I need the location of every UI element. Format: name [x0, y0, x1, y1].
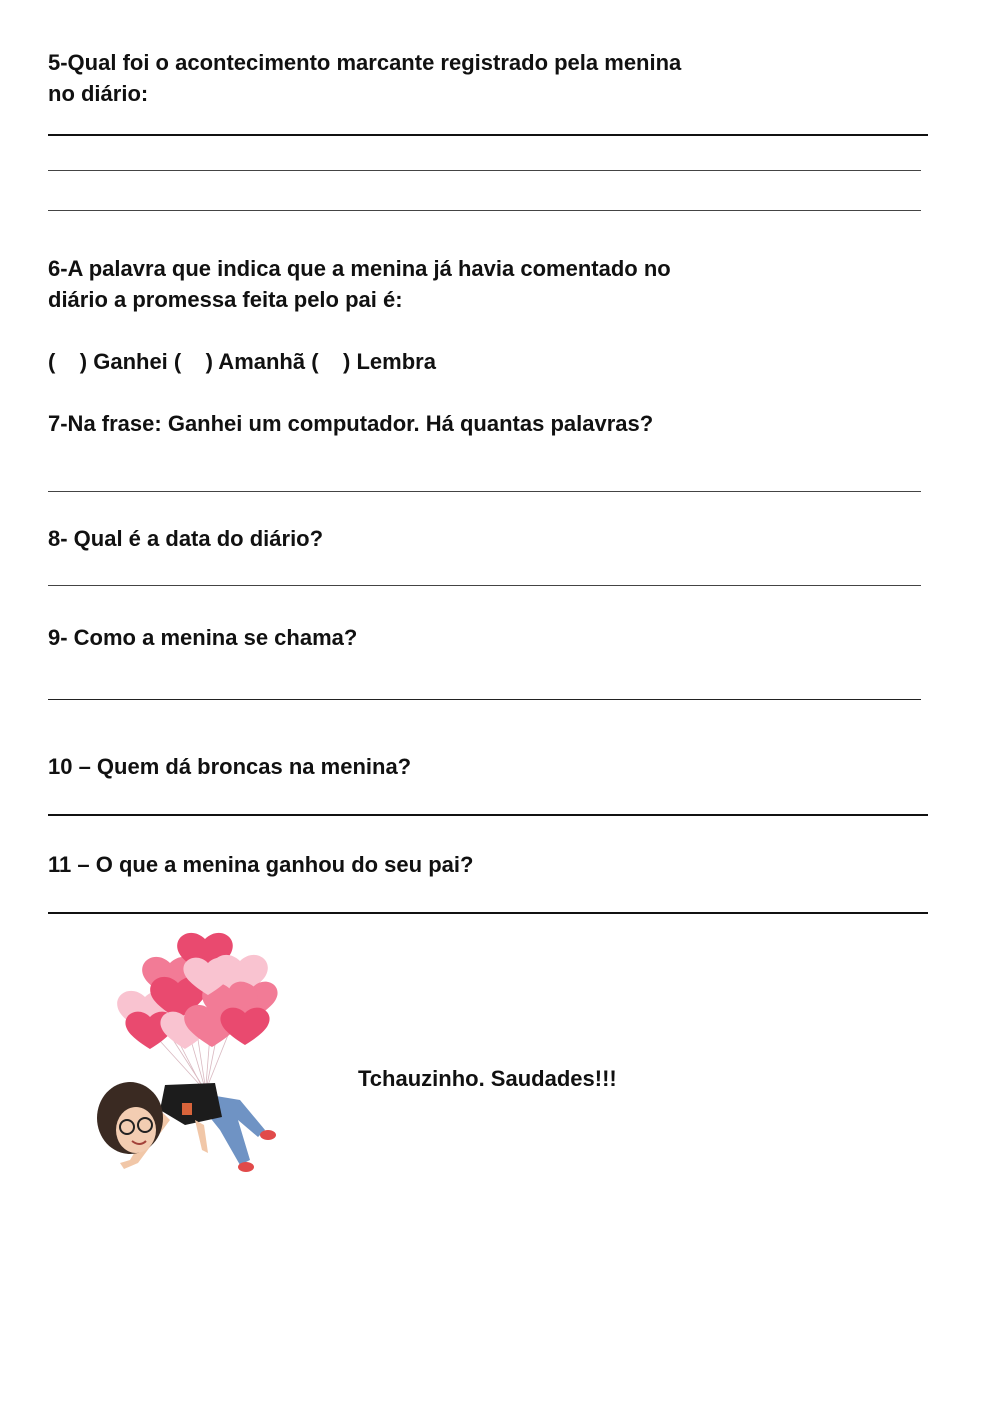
shirt-print — [182, 1103, 192, 1115]
question-6-line-1: 6-A palavra que indica que a menina já havia comentado no — [48, 256, 671, 281]
question-7: 7-Na frase: Ganhei um computador. Há quantas palavras? — [48, 411, 654, 436]
question-11: 11 – O que a menina ganhou do seu pai? — [48, 852, 474, 877]
answer-line-5b[interactable] — [48, 170, 921, 171]
answer-line-5c[interactable] — [48, 210, 921, 211]
option-box-ganhei[interactable]: ( ) — [48, 349, 88, 374]
question-9: 9- Como a menina se chama? — [48, 625, 358, 650]
heart-balloon — [220, 1008, 269, 1045]
question-6-line-2: diário a promessa feita pelo pai é: — [48, 287, 403, 312]
heart-balloons — [117, 933, 277, 1049]
question-5-line-1: 5-Qual foi o acontecimento marcante registrado pela menina — [48, 50, 682, 75]
question-8: 8- Qual é a data do diário? — [48, 526, 324, 551]
answer-line-7[interactable] — [48, 491, 921, 492]
question-5-line-2: no diário: — [48, 81, 149, 106]
option-lembra: Lembra — [350, 349, 436, 374]
answer-line-8[interactable] — [48, 585, 921, 586]
sneaker — [238, 1162, 254, 1172]
option-ganhei: Ganhei — [87, 349, 174, 374]
arm — [195, 1120, 208, 1153]
option-box-amanha[interactable]: ( ) — [173, 349, 214, 374]
farewell-text: Tchauzinho. Saudades!!! — [358, 1066, 617, 1091]
answer-line-11[interactable] — [48, 912, 928, 914]
option-amanha: Amanhã — [213, 349, 312, 374]
question-6-options — [48, 346, 436, 377]
question-10: 10 – Quem dá broncas na menina? — [48, 754, 412, 779]
balloon-girl-illustration — [90, 925, 290, 1190]
answer-line-9[interactable] — [48, 699, 921, 700]
answer-line-10[interactable] — [48, 814, 928, 816]
sneaker — [260, 1130, 276, 1140]
question-5 — [48, 47, 681, 109]
question-6 — [48, 253, 671, 315]
option-box-lembra[interactable]: ( ) — [311, 349, 351, 374]
girl-figure — [97, 1082, 276, 1172]
answer-line-5a[interactable] — [48, 134, 928, 136]
